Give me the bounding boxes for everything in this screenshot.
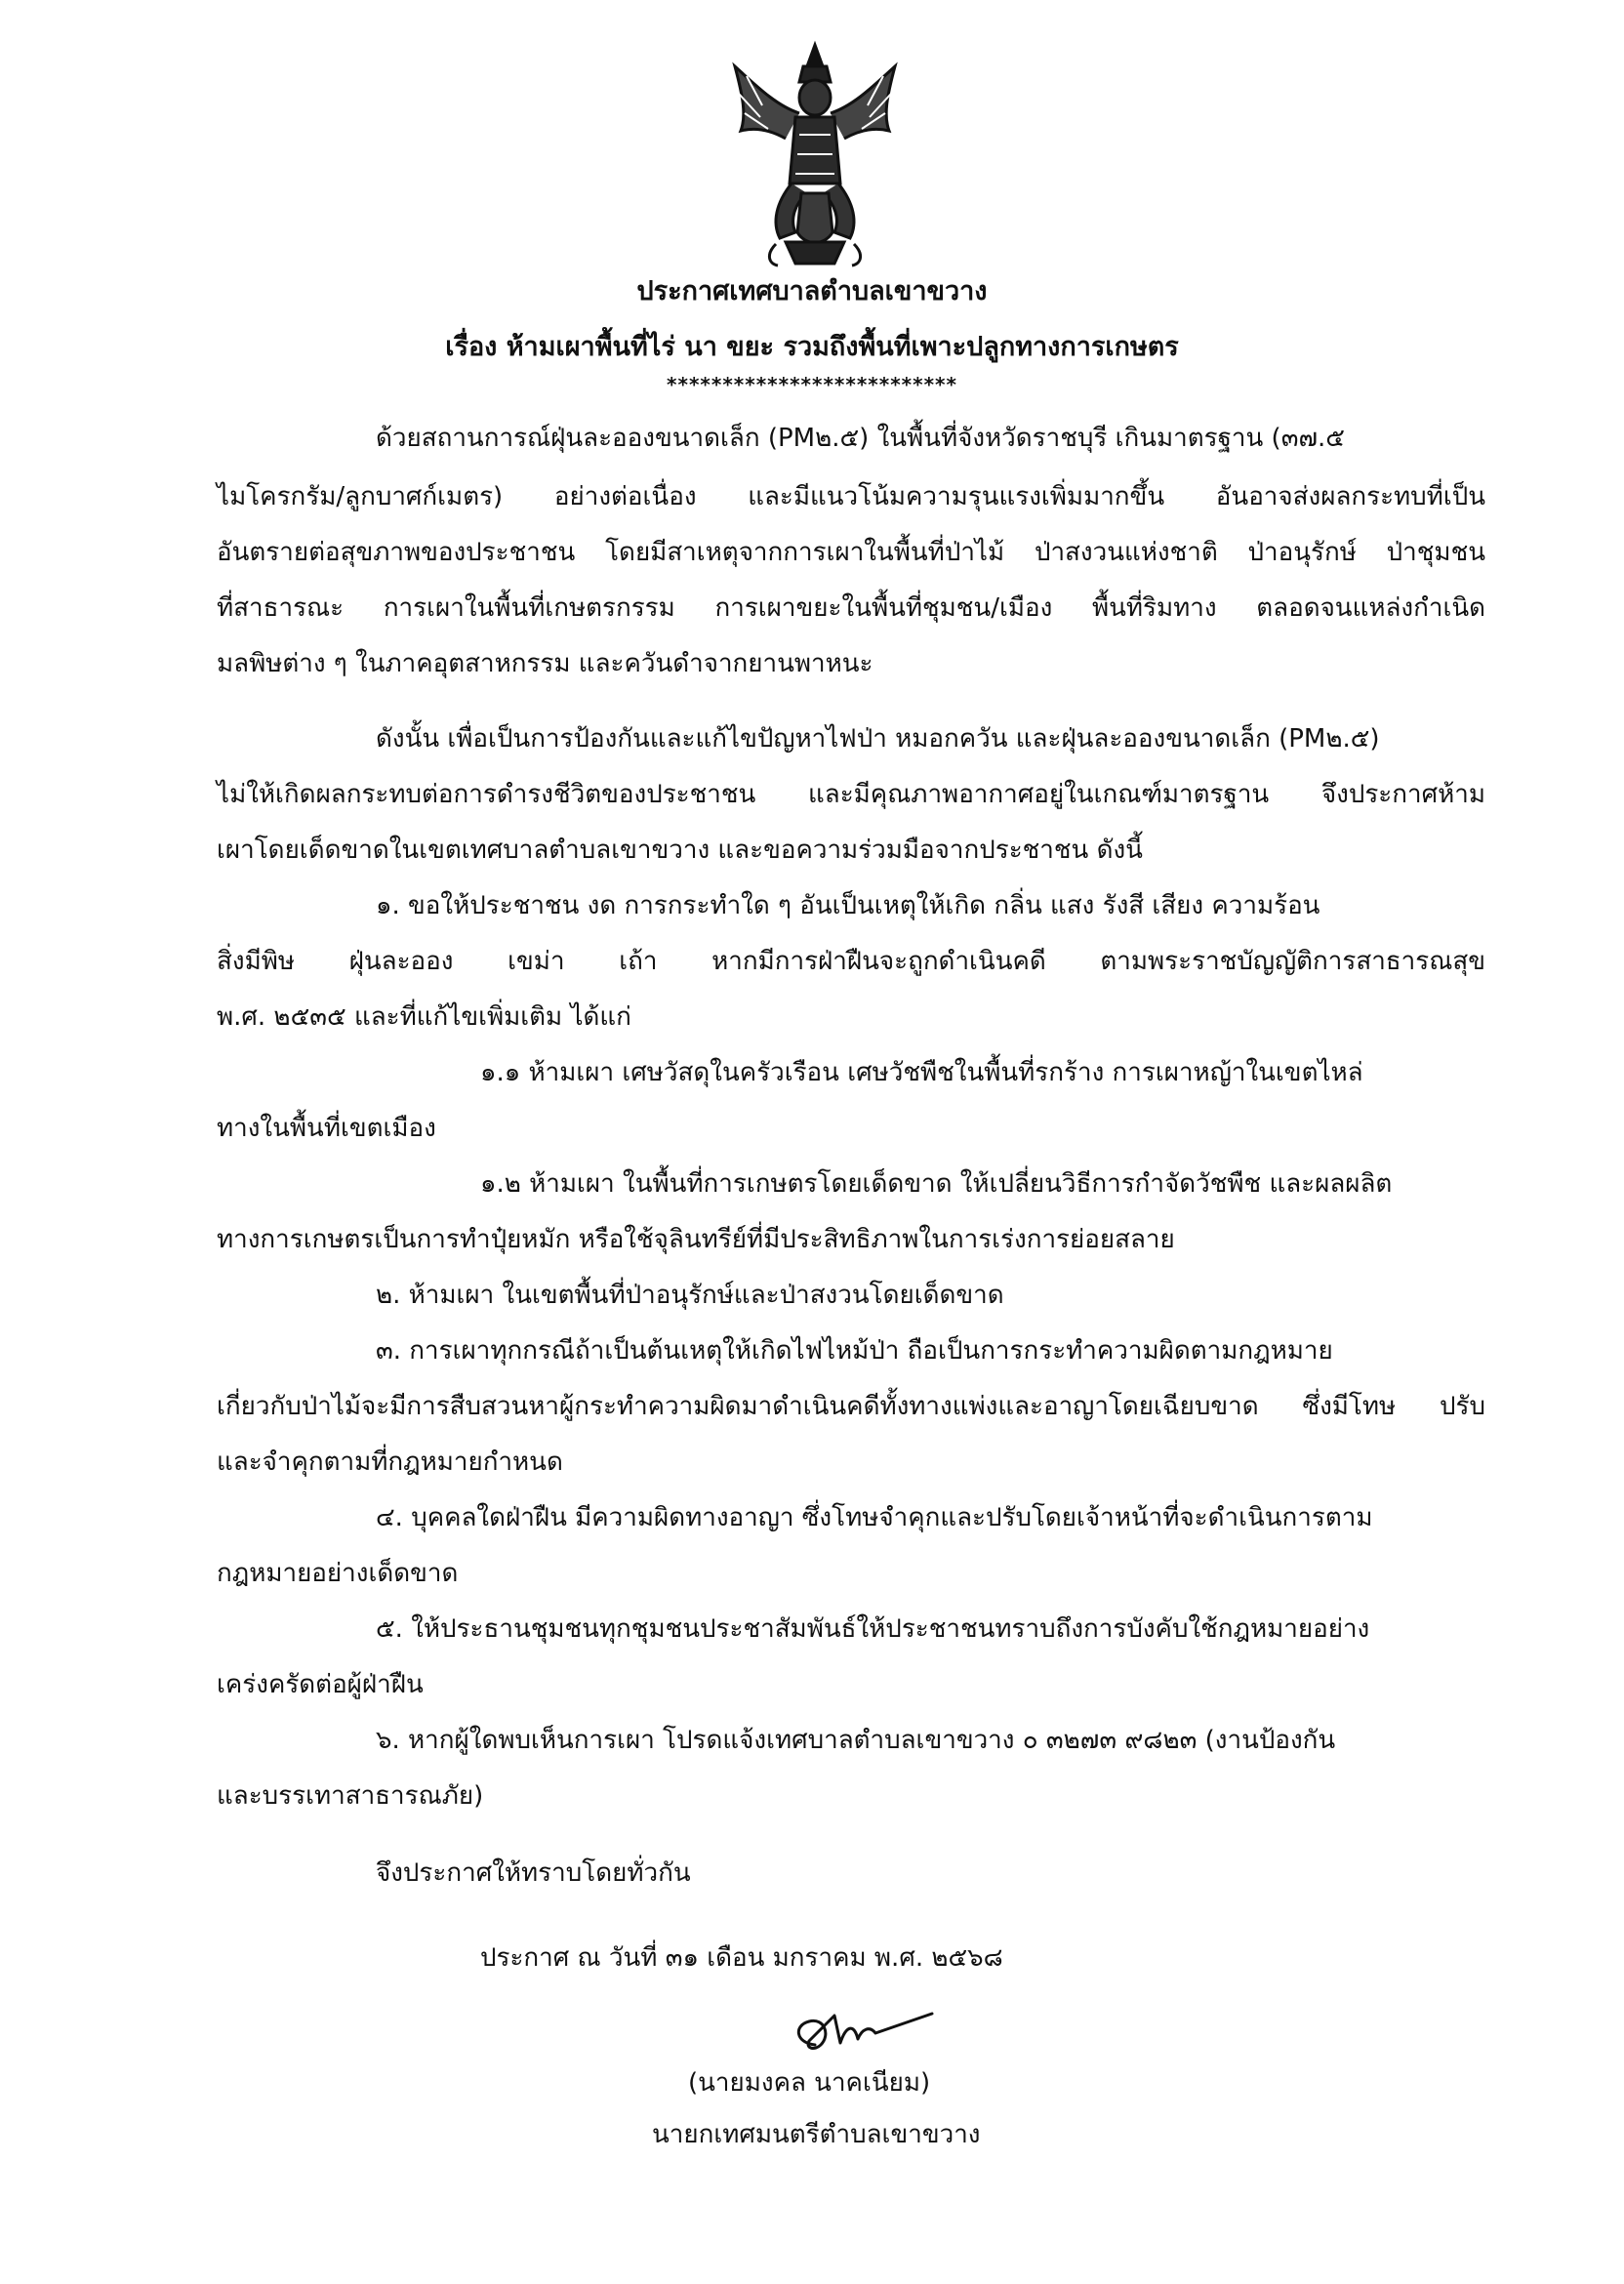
item-1-line: พ.ศ. ๒๕๓๕ และที่แก้ไขเพิ่มเติม ได้แก่ [217,1002,631,1032]
paragraph-line: มลพิษต่าง ๆ ในภาคอุตสาหกรรม และควันดำจากยานพาหนะ [217,649,873,678]
item-1: ๑. ขอให้ประชาชน งด การกระทำใด ๆ อันเป็นเหตุให้เกิด กลิ่น แสง รังสี เสียง ความร้อน [376,891,1320,920]
announcement-title: ประกาศเทศบาลตำบลเขาขวาง [636,276,988,306]
closing-statement: จึงประกาศให้ทราบโดยทั่วกัน [376,1858,691,1888]
item-1-1: ๑.๑ ห้ามเผา เศษวัสดุในครัวเรือน เศษวัชพืชในพื้นที่รกร้าง การเผาหญ้าในเขตไหล่ [480,1058,1363,1087]
item-2: ๒. ห้ามเผา ในเขตพื้นที่ป่าอนุรักษ์และป่าสงวนโดยเด็ดขาด [376,1281,1004,1310]
paragraph-line: ไม่ให้เกิดผลกระทบต่อการดำรงชีวิตของประชาชน และมีคุณภาพอากาศอยู่ในเกณฑ์มาตรฐาน จึงประกาศห้าม [217,780,1485,809]
item-6: ๖. หากผู้ใดพบเห็นการเผา โปรดแจ้งเทศบาลตำบลเขาขวาง ๐ ๓๒๗๓ ๙๘๒๓ (งานป้องกัน [376,1726,1336,1755]
signer-name: (นายมงคล นาคเนียม) [688,2068,931,2098]
paragraph-line: อันตรายต่อสุขภาพของประชาชน โดยมีสาเหตุจากการเผาในพื้นที่ป่าไม้ ป่าสงวนแห่งชาติ ป่าอนุรักษ์ ป่าชุมชน [217,538,1485,567]
item-3-line: เกี่ยวกับป่าไม้จะมีการสืบสวนหาผู้กระทำความผิดมาดำเนินคดีทั้งทางแพ่งและอาญาโดยเฉียบขาด ซึ่งมีโทษ ปรับ [217,1392,1485,1421]
item-4: ๔. บุคคลใดฝ่าฝืน มีความผิดทางอาญา ซึ่งโทษจำคุกและปรับโดยเจ้าหน้าที่จะดำเนินการตาม [376,1503,1373,1532]
paragraph-line: ไมโครกรัม/ลูกบาศก์เมตร) อย่างต่อเนื่อง และมีแนวโน้มความรุนแรงเพิ่มมากขึ้น อันอาจส่งผลกระทบที่เป็น [217,482,1485,511]
item-1-2: ๑.๒ ห้ามเผา ในพื้นที่การเกษตรโดยเด็ดขาด ให้เปลี่ยนวิธีการกำจัดวัชพืช และผลผลิต [480,1169,1393,1199]
paragraph-line: ดังนั้น เพื่อเป็นการป้องกันและแก้ไขปัญหาไฟป่า หมอกควัน และฝุ่นละอองขนาดเล็ก (PM๒.๕) [376,724,1380,754]
handwritten-signature-icon [786,1996,942,2064]
announcement-subject: เรื่อง ห้ามเผาพื้นที่ไร่ นา ขยะ รวมถึงพื้นที่เพาะปลูกทางการเกษตร [445,332,1179,362]
paragraph-line: ที่สาธารณะ การเผาในพื้นที่เกษตรกรรม การเผาขยะในพื้นที่ชุมชน/เมือง พื้นที่ริมทาง ตลอดจนแหล่งกำเนิด [217,593,1485,623]
item-6-line: และบรรเทาสาธารณภัย) [217,1781,484,1811]
item-5: ๕. ให้ประธานชุมชนทุกชุมชนประชาสัมพันธ์ให้ประชาชนทราบถึงการบังคับใช้กฎหมายอย่าง [376,1614,1370,1644]
item-1-line: สิ่งมีพิษ ฝุ่นละออง เขม่า เถ้า หากมีการฝ่าฝืนจะถูกดำเนินคดี ตามพระราชบัญญัติการสาธารณสุข [217,947,1485,976]
separator-asterisks: ************************** [667,373,957,396]
announcement-date: ประกาศ ณ วันที่ ๓๑ เดือน มกราคม พ.ศ. ๒๕๖๘ [480,1943,1003,1973]
paragraph-line: เผาโดยเด็ดขาดในเขตเทศบาลตำบลเขาขวาง และขอความร่วมมือจากประชาชน ดังนี้ [217,836,1143,865]
item-1-2-line: ทางการเกษตรเป็นการทำปุ๋ยหมัก หรือใช้จุลินทรีย์ที่มีประสิทธิภาพในการเร่งการย่อยสลาย [217,1225,1175,1254]
signer-position: นายกเทศมนตรีตำบลเขาขวาง [652,2120,981,2149]
paragraph-line: ด้วยสถานการณ์ฝุ่นละอองขนาดเล็ก (PM๒.๕) ในพื้นที่จังหวัดราชบุรี เกินมาตรฐาน (๓๗.๕ [376,424,1345,453]
garuda-emblem-icon [717,37,913,271]
item-3-line: และจำคุกตามที่กฎหมายกำหนด [217,1448,563,1477]
item-1-1-line: ทางในพื้นที่เขตเมือง [217,1114,436,1143]
item-4-line: กฎหมายอย่างเด็ดขาด [217,1559,459,1588]
item-3: ๓. การเผาทุกกรณีถ้าเป็นต้นเหตุให้เกิดไฟไหม้ป่า ถือเป็นการกระทำความผิดตามกฎหมาย [376,1336,1333,1366]
item-5-line: เคร่งครัดต่อผู้ฝ่าฝืน [217,1670,424,1699]
